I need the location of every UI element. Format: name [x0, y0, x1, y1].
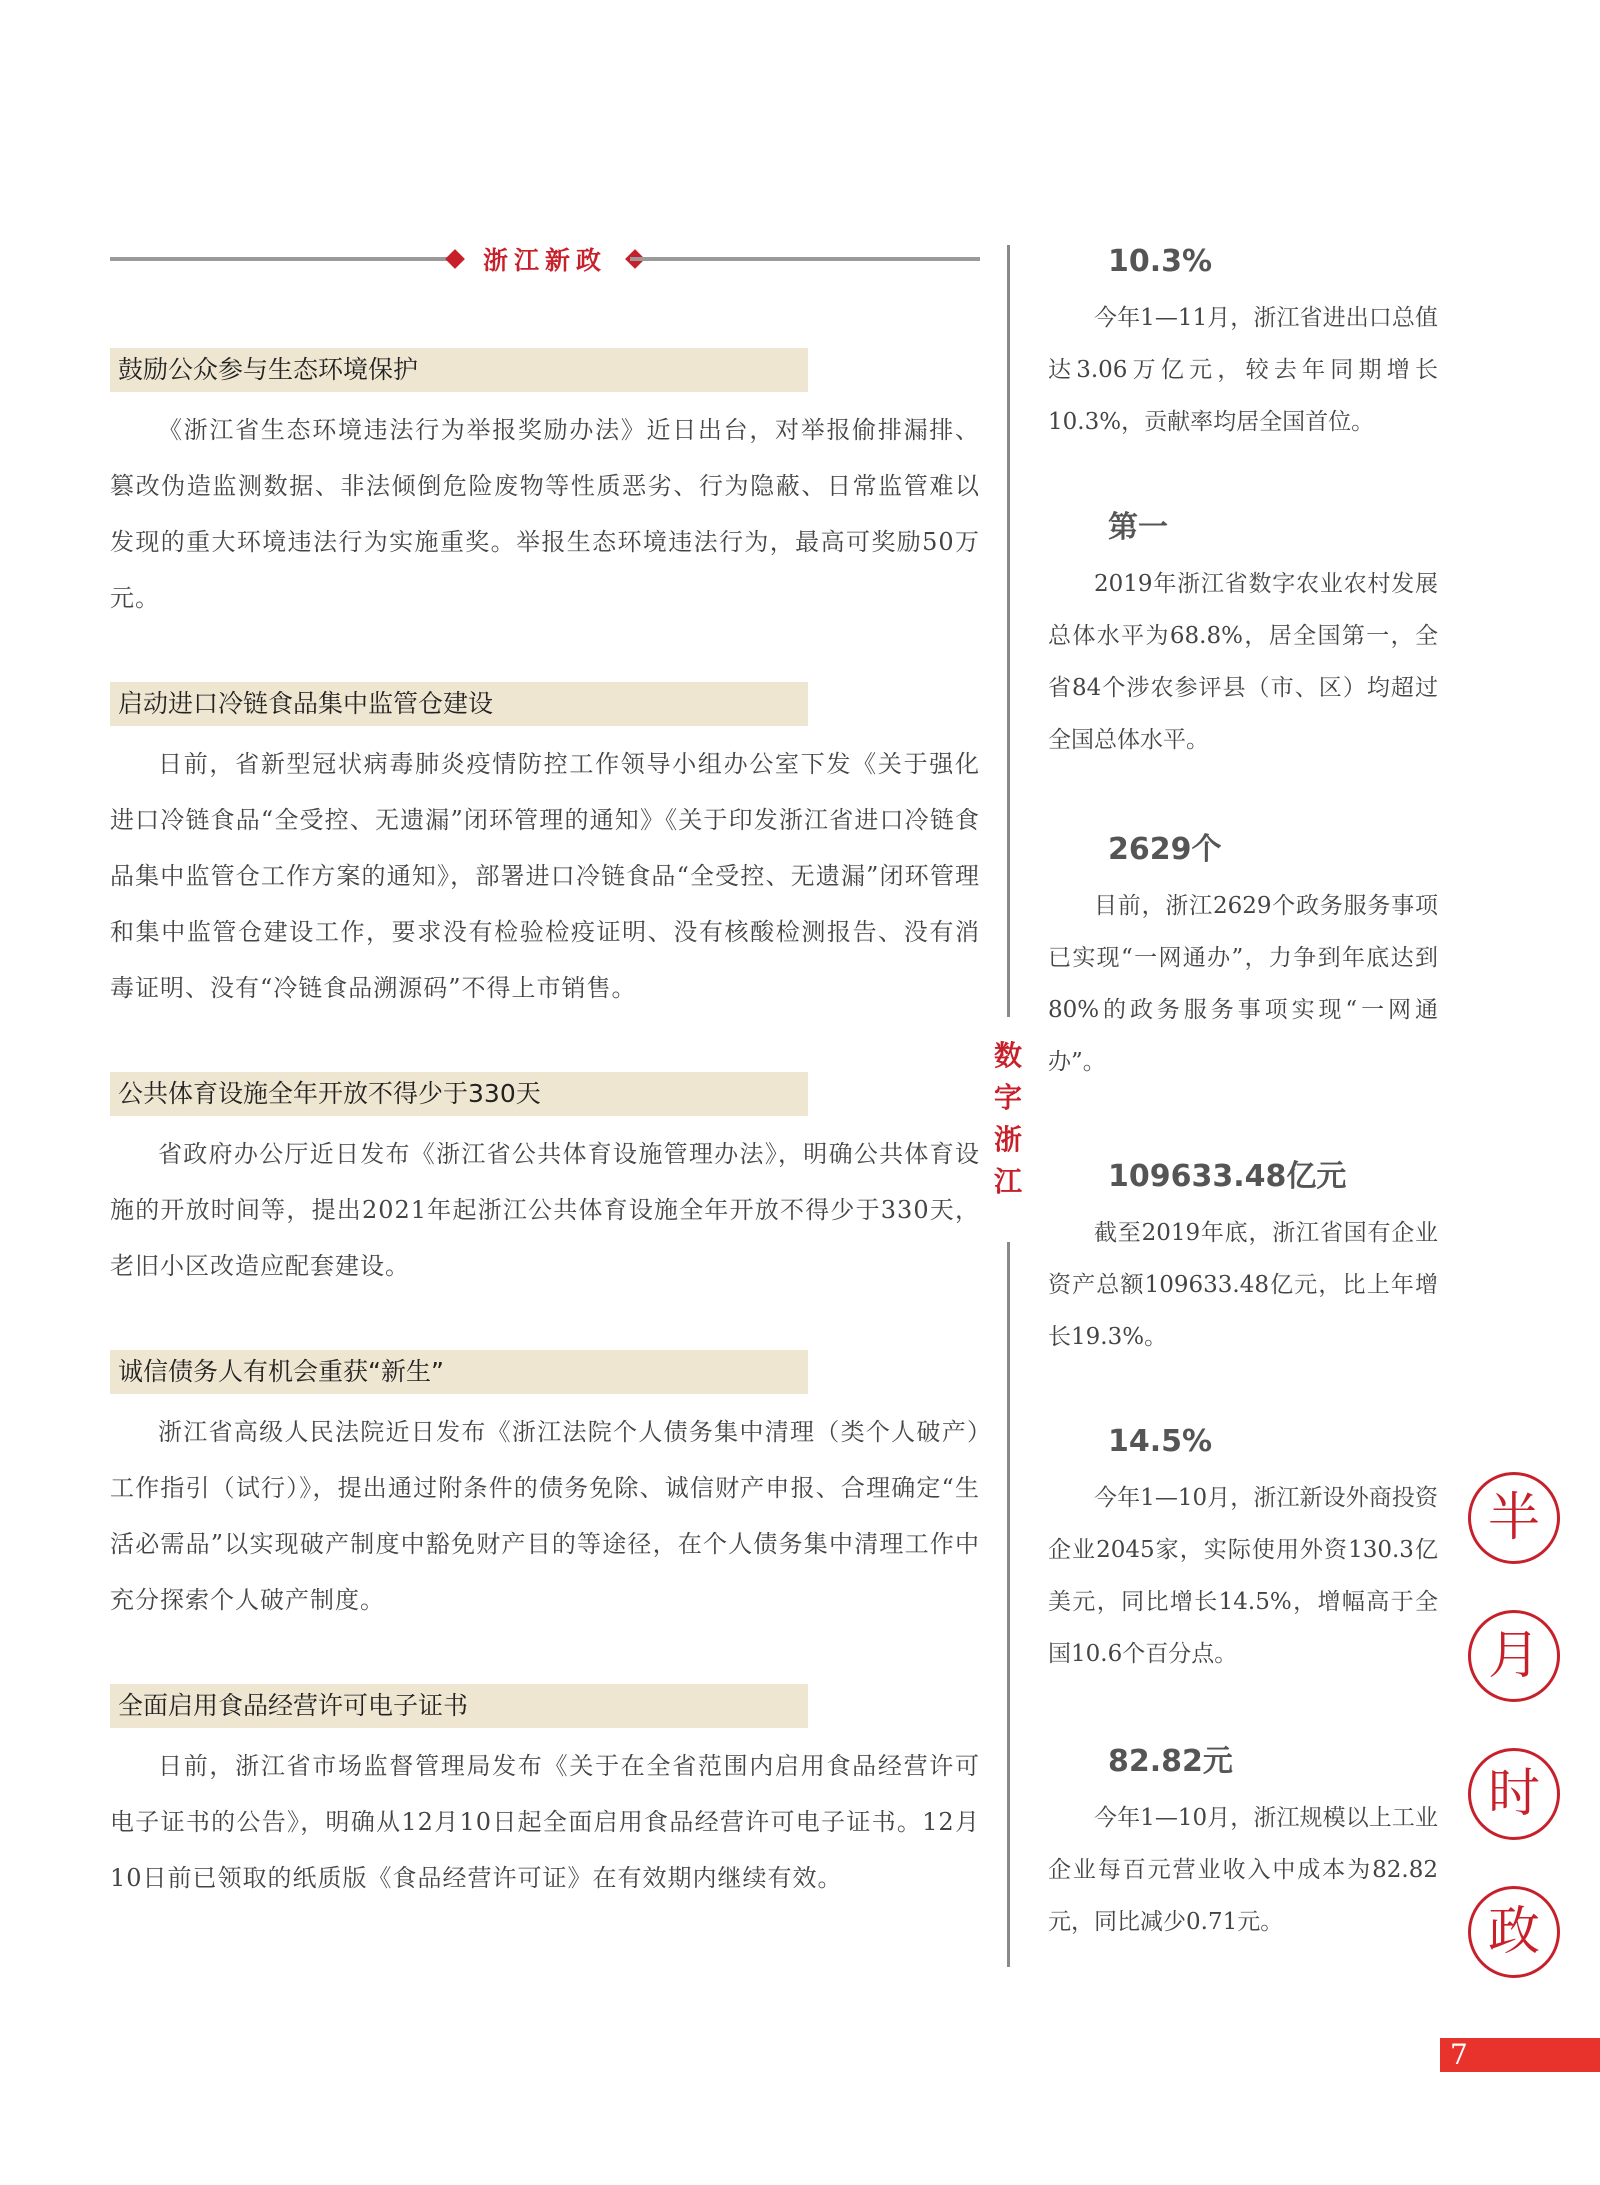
- stat-value: 2629个: [1108, 832, 1222, 867]
- stat-description: 截至2019年底，浙江省国有企业资产总额109633.48亿元，比上年增长19.3%。: [1048, 1220, 1438, 1350]
- section-header: [110, 245, 980, 273]
- header-rule-right: [630, 257, 980, 261]
- stat-item: [1048, 1740, 1438, 1948]
- stat-item: [1048, 240, 1438, 448]
- stat-value: 82.82元: [1108, 1744, 1233, 1779]
- article-body: 日前，浙江省市场监督管理局发布《关于在全省范围内启用食品经营许可电子证书的公告》，明确从12月10日起全面启用食品经营许可电子证书。12月10日前已领取的纸质版《食品经营许可证》在有效期内继续有效。: [110, 1752, 980, 1892]
- header-diamond-left: [445, 249, 465, 269]
- article-title: 鼓励公众参与生态环境保护: [110, 348, 808, 392]
- header-rule-left: [110, 257, 455, 261]
- seal-char: 半: [1468, 1472, 1560, 1564]
- article-eco-protection: [110, 348, 980, 626]
- news-column: [110, 348, 980, 1906]
- article-sports-facilities: [110, 1072, 980, 1294]
- seal-char: 月: [1468, 1610, 1560, 1702]
- stat-item: [1048, 828, 1438, 1088]
- page-number-tab: [1440, 2038, 1600, 2072]
- seal-char: 时: [1468, 1748, 1560, 1840]
- stat-item: [1048, 1420, 1438, 1680]
- stat-description: 今年1—11月，浙江省进出口总值达3.06万亿元，较去年同期增长10.3%，贡献率均居全国首位。: [1048, 305, 1438, 435]
- stat-item: [1048, 1155, 1438, 1363]
- side-label-char: 字: [993, 1081, 1022, 1114]
- stat-item: [1048, 506, 1438, 766]
- article-title: 诚信债务人有机会重获“新生”: [110, 1350, 808, 1394]
- article-body: 浙江省高级人民法院近日发布《浙江法院个人债务集中清理（类个人破产）工作指引（试行）》，提出通过附条件的债务免除、诚信财产申报、合理确定“生活必需品”以实现破产制度中豁免财产目的等途径，在个人债务集中清理工作中充分探索个人破产制度。: [110, 1418, 980, 1614]
- article-debtor: [110, 1350, 980, 1628]
- article-body: 《浙江省生态环境违法行为举报奖励办法》近日出台，对举报偷排漏排、篡改伪造监测数据、非法倾倒危险废物等性质恶劣、行为隐蔽、日常监管难以发现的重大环境违法行为实施重奖。举报生态环境违法行为，最高可奖励50万元。: [110, 416, 980, 612]
- article-cold-chain: [110, 682, 980, 1016]
- section-title: 浙江新政: [482, 246, 607, 275]
- side-label-char: 浙: [993, 1123, 1022, 1156]
- article-title: 全面启用食品经营许可电子证书: [110, 1684, 808, 1728]
- side-label-char: 江: [993, 1165, 1022, 1198]
- column-seal-stack: [1468, 1472, 1568, 2024]
- column-divider-top: [1007, 245, 1010, 1017]
- stat-description: 目前，浙江2629个政务服务事项已实现“一网通办”，力争到年底达到80%的政务服务事项实现“一网通办”。: [1048, 893, 1438, 1075]
- stat-description: 今年1—10月，浙江规模以上工业企业每百元营业收入中成本为82.82元，同比减少0.71元。: [1048, 1805, 1438, 1935]
- side-label: [990, 1035, 1026, 1203]
- article-title: 启动进口冷链食品集中监管仓建设: [110, 682, 808, 726]
- article-food-license: [110, 1684, 980, 1906]
- stat-description: 今年1—10月，浙江新设外商投资企业2045家，实际使用外资130.3亿美元，同比增长14.5%，增幅高于全国10.6个百分点。: [1048, 1485, 1438, 1667]
- stat-value: 14.5%: [1108, 1424, 1213, 1459]
- stat-value: 第一: [1108, 510, 1168, 545]
- stat-value: 109633.48亿元: [1108, 1159, 1347, 1194]
- seal-char: 政: [1468, 1886, 1560, 1978]
- column-divider-bottom: [1007, 1242, 1010, 1967]
- side-label-char: 数: [993, 1039, 1022, 1072]
- article-body: 日前，省新型冠状病毒肺炎疫情防控工作领导小组办公室下发《关于强化进口冷链食品“全受控、无遗漏”闭环管理的通知》《关于印发浙江省进口冷链食品集中监管仓工作方案的通知》，部署进口冷链食品“全受控、无遗漏”闭环管理和集中监管仓建设工作，要求没有检验检疫证明、没有核酸检测报告、没有消毒证明、没有“冷链食品溯源码”不得上市销售。: [110, 750, 980, 1002]
- page-number: 7: [1450, 2038, 1468, 2071]
- article-title: 公共体育设施全年开放不得少于330天: [110, 1072, 808, 1116]
- stat-description: 2019年浙江省数字农业农村发展总体水平为68.8%，居全国第一，全省84个涉农参评县（市、区）均超过全国总体水平。: [1048, 571, 1438, 753]
- stat-value: 10.3%: [1108, 244, 1213, 279]
- article-body: 省政府办公厅近日发布《浙江省公共体育设施管理办法》，明确公共体育设施的开放时间等，提出2021年起浙江公共体育设施全年开放不得少于330天，老旧小区改造应配套建设。: [110, 1140, 980, 1280]
